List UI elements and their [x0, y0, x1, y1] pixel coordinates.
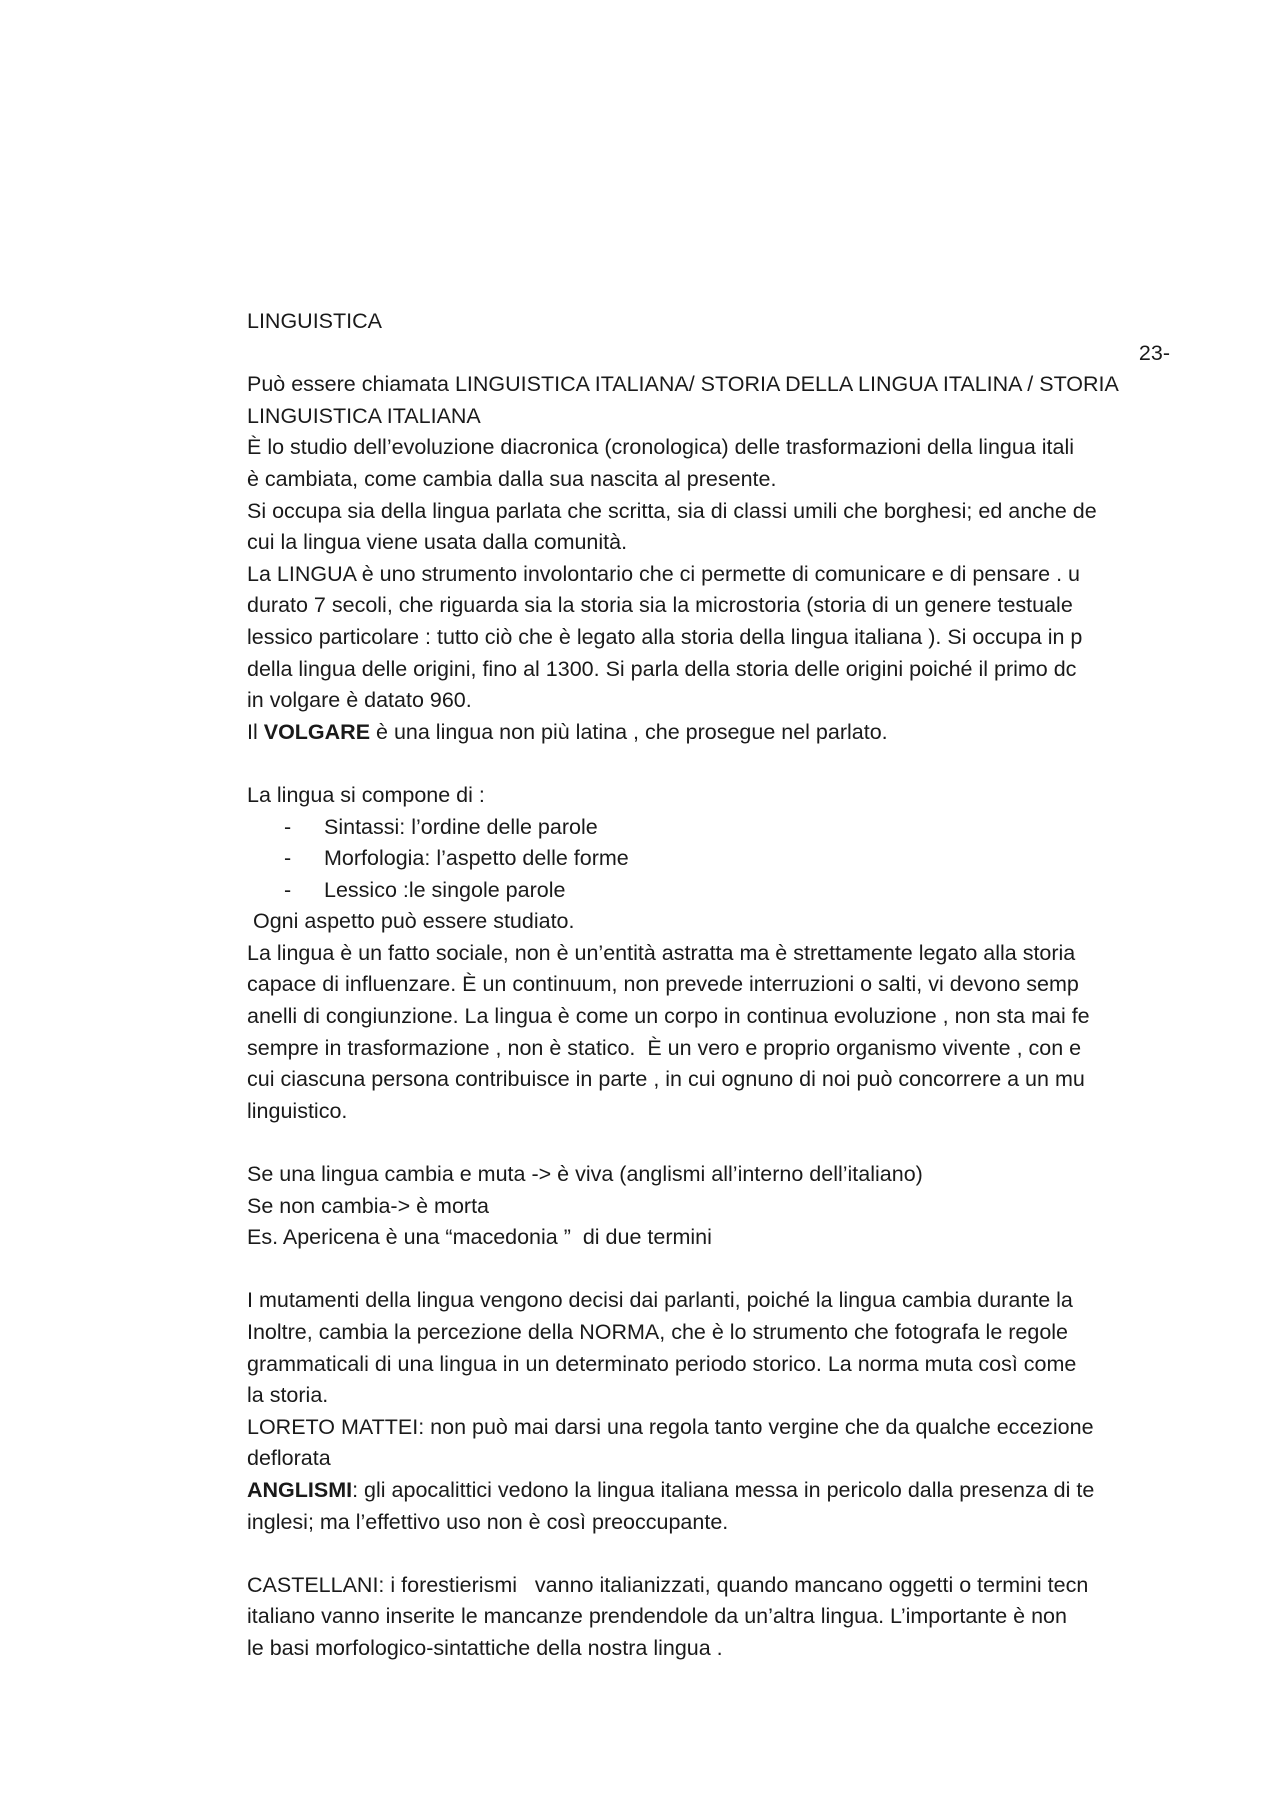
- dash-bullet: -: [284, 814, 292, 839]
- paragraph-line: È lo studio dell’evoluzione diacronica (cronologica) delle trasformazioni della lingua itali: [247, 435, 1075, 460]
- paragraph-line: LORETO MATTEI: non può mai darsi una regola tanto vergine che da qualche eccezione: [247, 1414, 1094, 1439]
- paragraph-line: La LINGUA è uno strumento involontario che ci permette di comunicare e di pensare . u: [247, 561, 1080, 586]
- blank-line: [247, 748, 1166, 780]
- paragraph-line: sempre in trasformazione , non è statico. È un vero e proprio organismo vivente , con e: [247, 1035, 1082, 1060]
- components-heading: La lingua si compone di :: [247, 782, 485, 807]
- document-body: [247, 306, 1170, 1665]
- list-item: [247, 812, 1166, 844]
- volgare-definition: [247, 717, 1166, 749]
- text-fragment: è una lingua non più latina , che prosegue nel parlato.: [370, 719, 888, 744]
- blank-line: [247, 1538, 1166, 1570]
- text-fragment: Il: [247, 719, 264, 744]
- volgare-term: VOLGARE: [263, 719, 371, 744]
- components-note: Ogni aspetto può essere studiato.: [247, 909, 575, 934]
- paragraph-line: Se non cambia-> è morta: [247, 1193, 490, 1218]
- paragraph-line: in volgare è datato 960.: [247, 688, 472, 713]
- paragraph-line: La lingua è un fatto sociale, non è un’entità astratta ma è strettamente legato alla storia: [247, 940, 1076, 965]
- paragraph-line: le basi morfologico-sintattiche della nostra lingua .: [247, 1635, 723, 1660]
- dash-bullet: -: [284, 846, 292, 871]
- paragraph-line: inglesi; ma l’effettivo uso non è così preoccupante.: [247, 1509, 729, 1534]
- paragraph-line: Se una lingua cambia e muta -> è viva (anglismi all’interno dell’italiano): [247, 1162, 923, 1187]
- paragraph-line: Es. Apericena è una “macedonia ” di due termini: [247, 1225, 712, 1250]
- dash-bullet: -: [284, 877, 292, 902]
- paragraph-line: la storia.: [247, 1383, 329, 1408]
- paragraph-line: Inoltre, cambia la percezione della NORMA, che è lo strumento che fotografa le regole: [247, 1320, 1069, 1344]
- list-item: [247, 875, 1166, 907]
- paragraph-line: lessico particolare : tutto ciò che è legato alla storia della lingua italiana ). Si occupa in p: [247, 624, 1083, 649]
- blank-line: [247, 1254, 1166, 1286]
- paragraph-line: LINGUISTICA ITALIANA: [247, 403, 481, 428]
- anglismi-line: [247, 1475, 1166, 1507]
- paragraph-line: italiano vanno inserite le mancanze prendendole da un’altra lingua. L’importante è non: [247, 1604, 1067, 1629]
- list-item-text: Lessico :le singole parole: [324, 877, 566, 902]
- paragraph-line: cui la lingua viene usata dalla comunità.: [247, 530, 628, 555]
- paragraph-line: linguistico.: [247, 1098, 348, 1123]
- paragraph-line: Si occupa sia della lingua parlata che scritta, sia di classi umili che borghesi; ed anche de: [247, 498, 1097, 523]
- paragraph-line: deflorata: [247, 1446, 331, 1471]
- paragraph-line: CASTELLANI: i forestierismi vanno italianizzati, quando mancano oggetti o termini tecn: [247, 1572, 1089, 1597]
- paragraph-line: I mutamenti della lingua vengono decisi dai parlanti, poiché la lingua cambia durante la: [247, 1288, 1073, 1313]
- document-title: LINGUISTICA: [247, 309, 382, 333]
- blank-line: [247, 1127, 1166, 1159]
- paragraph-line: cui ciascuna persona contribuisce in parte , in cui ognuno di noi può concorrere a un mu: [247, 1067, 1085, 1092]
- list-item: [247, 843, 1166, 875]
- paragraph-line: anelli di congiunzione. La lingua è come un corpo in continua evoluzione , non sta mai fe: [247, 1004, 1090, 1029]
- list-item-text: Morfologia: l’aspetto delle forme: [324, 846, 629, 871]
- paragraph-line: grammaticali di una lingua in un determinato periodo storico. La norma muta così come: [247, 1351, 1077, 1376]
- anglismi-term: ANGLISMI: [247, 1477, 353, 1502]
- list-item-text: Sintassi: l’ordine delle parole: [324, 814, 598, 839]
- paragraph-line: durato 7 secoli, che riguarda sia la storia sia la microstoria (storia di un genere testuale: [247, 593, 1073, 618]
- text-fragment: : gli apocalittici vedono la lingua italiana messa in pericolo dalla presenza di te: [352, 1477, 1095, 1502]
- document-date: 23-: [1138, 340, 1170, 365]
- paragraph-line: capace di influenzare. È un continuum, non prevede interruzioni o salti, vi devono semp: [247, 972, 1079, 997]
- paragraph-line: è cambiata, come cambia dalla sua nascita al presente.: [247, 466, 777, 491]
- components-list: [247, 812, 1166, 907]
- paragraph-line: della lingua delle origini, fino al 1300. Si parla della storia delle origini poiché il primo dc: [247, 656, 1077, 681]
- paragraph-line: Può essere chiamata LINGUISTICA ITALIANA/ STORIA DELLA LINGUA ITALINA / STORIA: [247, 372, 1119, 397]
